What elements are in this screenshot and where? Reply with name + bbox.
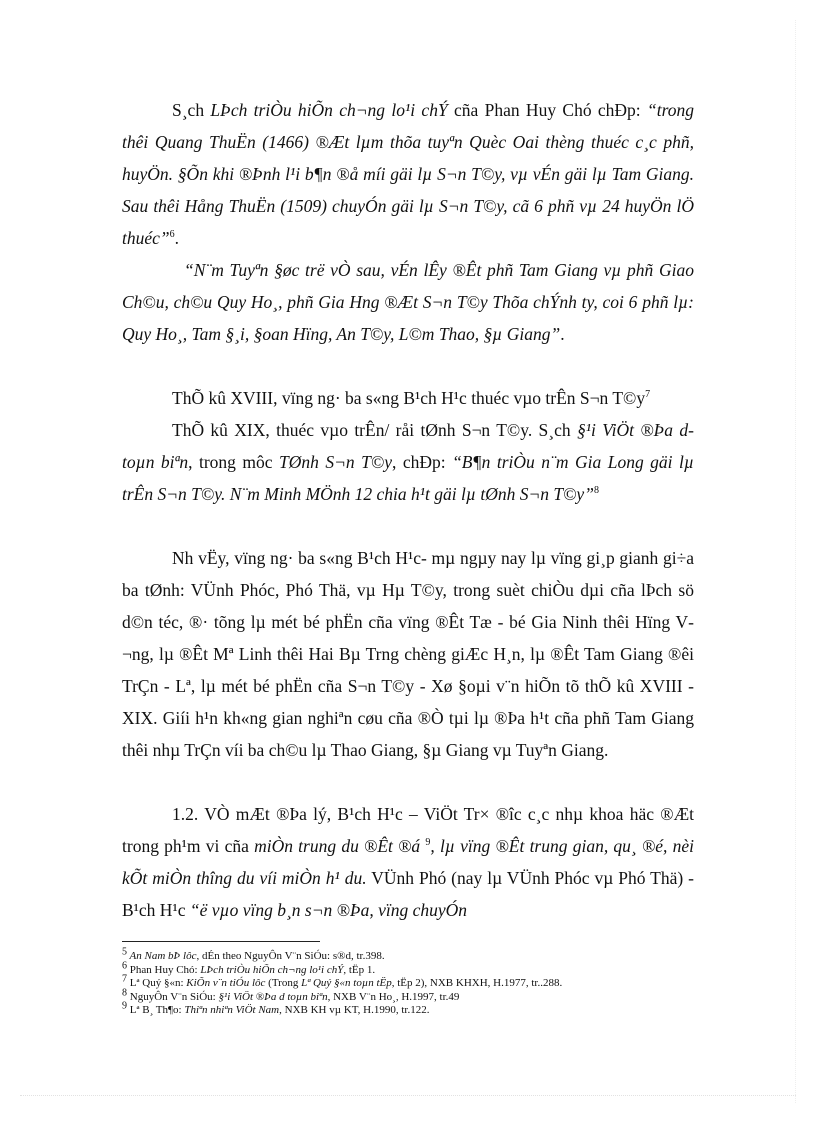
paragraph-text: LÞch triÒu hiÕn ch¬ng lo¹i chÝ (210, 100, 448, 120)
paragraph-1 (122, 94, 694, 254)
paragraph-text: “B¶n triÒu n¨m Gia Long gäi lµ trÊn S¬n T©y. N¨m Minh MÖnh 12 chia h¹t gäi lµ tØnh S¬n T©y” (122, 452, 694, 504)
paragraph-text: “N¨m Tuyªn §øc trë vÒ sau, vÉn lÊy ®Êt phñ Tam Giang vµ phñ Giao Ch©u, ch©u Quy Ho¸, phñ Gia Hng ®Æt S¬n T©y Thõa chÝnh ty, coi 6 phñ lµ: Quy Ho¸, Tam §¸i, §oan Hïng, An T©y, L©m Thao, §µ Giang” (122, 260, 694, 344)
paragraph-text: , lµ vïng ®Êt trung gian, qu¸ ®é, nèi kÕt miÒn thîng du víi miÒn h¹ du. (122, 836, 694, 888)
footnote-number: 9 (122, 1000, 127, 1012)
footnote-text: (Trong (265, 977, 302, 989)
footnote-6 (122, 959, 694, 978)
footnote-text: Phan Huy Chó: (127, 963, 201, 976)
paragraph-text: . (174, 228, 180, 248)
footnote-ref: 8 (593, 485, 599, 497)
paragraph-text: . (560, 324, 565, 344)
paragraph-text: cña Phan Huy Chó chÐp: (447, 100, 647, 120)
footnote-ref: 6 (169, 229, 175, 241)
footnote-text: KiÕn v¨n tiÓu lôc (186, 977, 266, 989)
paragraph-text: S¸ch (172, 100, 211, 120)
paragraph-text: , chÐp: (391, 452, 453, 472)
footnotes (122, 946, 694, 1018)
footnote-text: , tËp 1. (343, 963, 376, 976)
paragraph-text: TØnh S¬n T©y (279, 452, 392, 472)
footnote-text: , NXB KH vµ KT, H.1990, tr.122. (279, 1004, 430, 1016)
footnote-text: Lª Quý §«n toµn tËp (301, 977, 392, 989)
footnote-text: Lª B¸ Th¶o: (127, 1004, 185, 1016)
footnote-text: , tËp 2), NXB KHXH, H.1977, tr..288. (391, 977, 563, 989)
paragraph-4 (122, 414, 694, 510)
paragraph-5 (122, 542, 694, 766)
footnote-text: , dÉn theo NguyÔn V¨n SiÓu: s®d, tr.398. (196, 950, 385, 962)
footnote-5 (122, 946, 694, 964)
paragraph-text: ThÕ kû XVIII, vïng ng· ba s«ng B¹ch H¹c thuéc vµo trÊn S¬n T©y (172, 388, 646, 408)
footnote-text: §¹i ViÖt ®Þa d toµn biªn (218, 990, 328, 1003)
footnote-text: Lª Quý §«n: (127, 977, 187, 989)
paragraph-2 (122, 254, 694, 350)
paragraph-text: ThÕ kû XIX, thuéc vµo trÊn/ råi tØnh S¬n T©y. S¸ch (172, 420, 577, 440)
footnote-text: Thiªn nhiªn ViÖt Nam (184, 1004, 280, 1016)
footnote-number: 8 (122, 986, 127, 998)
paragraph-text: VÜnh Phó (nay lµ VÜnh Phóc vµ Phó Thä) - B¹ch H¹c (122, 868, 694, 920)
footnote-number: 5 (122, 946, 127, 958)
footnote-text: NguyÔn V¨n SiÓu: (127, 990, 219, 1003)
footnote-text: , NXB V¨n Ho¸, H.1997, tr.49 (327, 990, 460, 1003)
footnote-rule (122, 941, 320, 942)
footnote-text: LÞch triÒu hiÕn ch¬ng lo¹i chÝ (200, 963, 344, 976)
footnote-7 (122, 973, 694, 991)
footnote-number: 6 (122, 959, 127, 971)
paragraph-text: §¹i ViÖt ®Þa d toµn biªn (122, 420, 694, 472)
paragraph-text: 1.2. VÒ mÆt ®Þa lý, B¹ch H¹c – ViÖt Tr× ®îc c¸c nhµ khoa häc ®Æt trong ph¹m vi cña (122, 804, 694, 856)
paragraph-6 (122, 798, 694, 926)
footnote-ref: 9 (425, 837, 431, 849)
footnote-ref: 7 (645, 389, 651, 401)
page-edge-bottom (20, 1095, 796, 1096)
footnote-number: 7 (122, 973, 127, 985)
paragraph-text: Nh vËy, vïng ng· ba s«ng B¹ch H¹c- mµ ngµy nay lµ vïng gi¸p gianh gi÷a ba tØnh: VÜnh Phóc, Phó Thä, vµ Hµ T©y, trong suèt chiÒu dµi cña lÞch sö d©n téc, ®· tõng lµ mét bé phËn cña vïng ®Êt Tæ - bé Gia Ninh thêi Hïng V¬ng, lµ ®Êt Mª Linh thêi Hai Bµ Trng chèng giÆc H¸n, lµ ®Êt Tam Giang ®êi TrÇn - Lª, lµ mét bé phËn cña S¬n T©y - Xø §oµi v¨n hiÕn tõ thÕ kû XVIII - XIX. Giíi h¹n kh«ng gian nghiªn cøu cña ®Ò tµi lµ ®Þa h¹t cña phñ Tam Giang thêi nhµ TrÇn víi ba ch©u lµ Thao Giang, §µ Giang vµ Tuyªn Giang. (122, 548, 694, 760)
paragraph-text: , trong môc (188, 452, 280, 472)
paragraph-text: “ë vµo vïng b¸n s¬n ®Þa, vïng chuyÓn (189, 900, 468, 920)
paragraph-text: “trong thêi Quang ThuËn (1466) ®Æt lµm thõa tuyªn Quèc Oai thèng thuéc c¸c phñ, huyÖn. §Õn khi ®Þnh l¹i b¶n ®å míi gäi lµ S¬n T©y, vµ vÉn gäi lµ Tam Giang. Sau thêi Hång ThuËn (1509) chuyÓn gäi lµ S¬n T©y, cã 6 phñ vµ 24 huyÖn lÖ thuéc” (122, 100, 694, 248)
page-edge-right (795, 20, 796, 1103)
footnote-text: An Nam bÞ lôc (127, 950, 197, 962)
paragraph-3 (122, 382, 694, 414)
footnote-9 (122, 1000, 694, 1018)
footnote-8 (122, 986, 694, 1005)
paragraph-text: miÒn trung du ®Êt ®á (254, 836, 426, 856)
